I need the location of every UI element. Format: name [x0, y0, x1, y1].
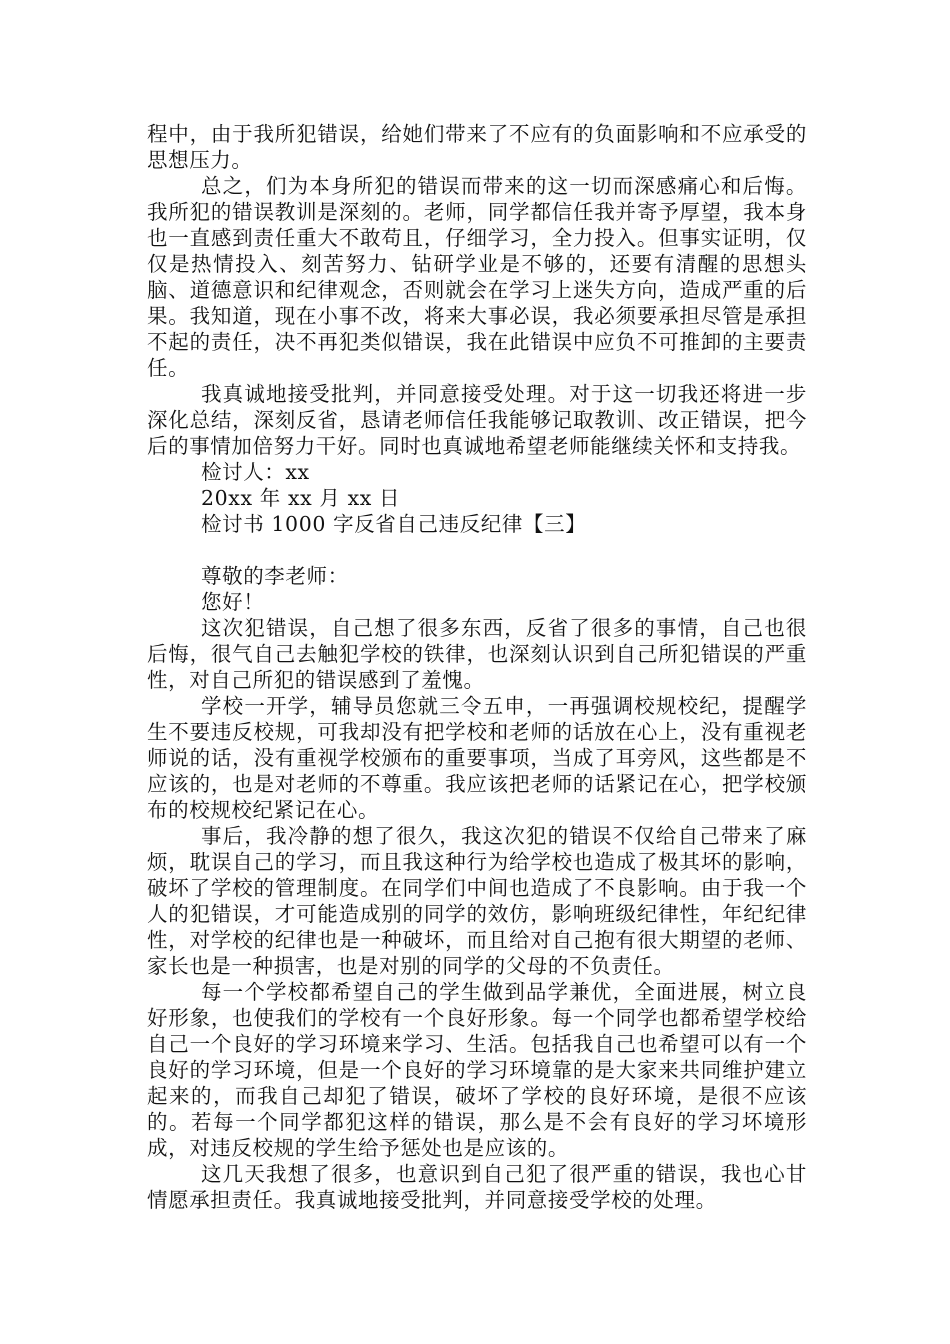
- paragraph-5: 事后，我冷静的想了很久，我这次犯的错误不仅给自己带来了麻烦，耽误自己的学习，而且我这种行为给学校也造成了极其坏的影响，破坏了学校的管理制度。在同学们中间也造成了不良影响。由于我一个人的犯错误，才可能造成别的同学的效仿，影响班级纪律性，年纪纪律性，对学校的纪律也是一种破坏，而且给对自己抱有很大期望的老师、家长也是一种损害，也是对别的同学的父母的不负责任。: [147, 824, 807, 978]
- document-page: [147, 121, 807, 1213]
- section-title: 检讨书 1000 字反省自己违反纪律【三】: [201, 512, 587, 536]
- paragraph-7: 这几天我想了很多，也意识到自己犯了很严重的错误，我也心甘情愿承担责任。我真诚地接受批判，并同意接受学校的处理。: [147, 1162, 807, 1212]
- date: 20xx 年 xx 月 xx 日: [201, 486, 401, 510]
- paragraph-4: 学校一开学，辅导员您就三令五申，一再强调校规校纪，提醒学生不要违反校规，可我却没有把学校和老师的话放在心上，没有重视老师说的话，没有重视学校颁布的重要事项，当成了耳旁风，这些都是不应该的，也是对老师的不尊重。我应该把老师的话紧记在心，把学校颁布的校规校纪紧记在心。: [147, 694, 807, 822]
- salutation: 尊敬的李老师：: [201, 564, 349, 588]
- greeting: 您好！: [201, 590, 265, 614]
- paragraph-6: 每一个学校都希望自己的学生做到品学兼优，全面进展，树立良好形象，也使我们的学校有一个良好形象。每一个同学也都希望学校给自己一个良好的学习环境来学习、生活。包括我自己也希望可以有一个良好的学习环境，但是一个良好的学习环境靠的是大家来共同维护建立起来的，而我自己却犯了错误，破坏了学校的良好环境，是很不应该的。若每一个同学都犯这样的错误，那么是不会有良好的学习坏境形成，对违反校规的学生给予惩处也是应该的。: [147, 980, 807, 1160]
- continuation-paragraph: 程中，由于我所犯错误，给她们带来了不应有的负面影响和不应承受的思想压力。: [147, 122, 807, 172]
- paragraph-1: 总之，们为本身所犯的错误而带来的这一切而深感痛心和后悔。我所犯的错误教训是深刻的。老师，同学都信任我并寄予厚望，我本身也一直感到责任重大不敢苟且，仔细学习，全力投入。但事实证明，仅仅是热情投入、刻苦努力、钻研学业是不够的，还要有清醒的思想头脑、道德意识和纪律观念，否则就会在学习上迷失方向，造成严重的后果。我知道，现在小事不改，将来大事必误，我必须要承担尽管是承担不起的责任，决不再犯类似错误，我在此错误中应负不可推卸的主要责任。: [147, 174, 807, 380]
- blank-line: [147, 537, 807, 563]
- paragraph-3: 这次犯错误，自己想了很多东西，反省了很多的事情，自己也很后悔，很气自己去触犯学校的铁律，也深刻认识到自己所犯错误的严重性，对自己所犯的错误感到了羞愧。: [147, 616, 807, 692]
- signature: 检讨人：xx: [201, 460, 310, 484]
- paragraph-2: 我真诚地接受批判，并同意接受处理。对于这一切我还将进一步深化总结，深刻反省，恳请老师信任我能够记取教训、改正错误，把今后的事情加倍努力干好。同时也真诚地希望老师能继续关怀和支持我。: [147, 382, 807, 458]
